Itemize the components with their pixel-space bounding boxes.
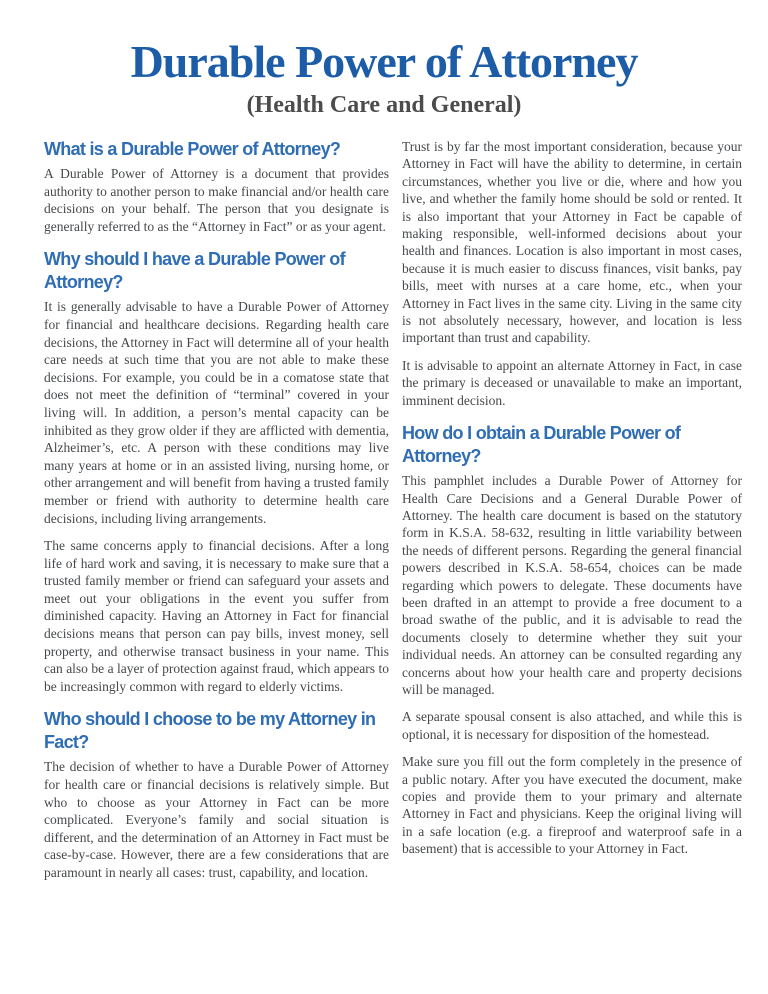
section-how-to-obtain [402, 422, 742, 858]
paragraph: The same concerns apply to financial decisions. After a long life of hard work and saving, it is necessary to make sure that a trusted family member or friend can safeguard your assets and meet out your obligations in the event you suffer from diminished capacity. Having an Attorney in Fact for financial decisions means that person can pay bills, invest money, sell property, and otherwise transact business in your name. This can also be a layer of protection against fraud, which appears to be increasingly common with regard to elderly victims. [44, 538, 389, 694]
paragraph: The decision of whether to have a Durable Power of Attorney for health care or financial decisions is relatively simple. But who to choose as your Attorney in Fact can be more complicated. Everyone’s family and social situation is different, and the determination of an Attorney in Fact must be case-by-case. However, there are a few considerations that are paramount in nearly all cases: trust, capability, and location. [44, 759, 389, 880]
two-column-body [44, 138, 742, 892]
column-right [402, 138, 742, 892]
column-left [44, 138, 389, 892]
page-title: Durable Power of Attorney [130, 36, 638, 87]
section-heading: Why should I have a Durable Power of Attorney? [44, 249, 345, 293]
paragraph: It is generally advisable to have a Durable Power of Attorney for financial and healthcare decisions. Regarding health care decisions, the Attorney in Fact will determine all of your health care needs at such time that you are not able to make these decisions. For example, you could be in a comatose state that does not meet the definition of “terminal” covered in your living will. In addition, a person’s mental capacity can be inhibited as they grow older if they are afflicted with dementia, Alzheimer’s, etc. A person with these conditions may live many years at home or in an assisted living, nursing home, or other arrangement and will benefit from having a trusted family member or friend with authority to determine health care decisions, including living arrangements. [44, 299, 389, 526]
paragraph: A separate spousal consent is also attached, and while this is optional, it is necessary for disposition of the homestead. [402, 709, 742, 742]
page-subtitle: (Health Care and General) [246, 92, 522, 118]
paragraph: It is advisable to appoint an alternate Attorney in Fact, in case the primary is deceased or unavailable to make an important, imminent decision. [402, 357, 742, 408]
paragraph: Trust is by far the most important consideration, because your Attorney in Fact will have the ability to determine, in certain circumstances, whether you live or die, where and how you live, and whether the family home should be sold or rented. It is also important that your Attorney in Fact be capable of making responsible, well-informed decisions about your health and finances. Location is also important in most cases, because it is much easier to discuss finances, visit banks, pay bills, meet with nurses at a care home, etc., when your Attorney in Fact lives in the same city. Living in the same city is not absolutely necessary, however, and location is less important than trust and capability. [402, 139, 742, 346]
document-header [0, 36, 768, 120]
paragraph: Make sure you fill out the form completely in the presence of a public notary. After you have executed the document, make copies and provide them to your primary and alternate Attorney in Fact and physicians. Keep the original living will in a safe location (e.g. a fireproof and waterproof safe in a basement) that is accessible to your Attorney in Fact. [402, 754, 742, 857]
paragraph: This pamphlet includes a Durable Power of Attorney for Health Care Decisions and a General Durable Power of Attorney. The health care document is based on the statutory form in K.S.A. 58-632, resulting in little variability between the needs of different persons. Regarding the general financial powers described in K.S.A. 58-654, choices can be made regarding which powers to delegate. These documents have been drafted in an attempt to provide a free document to a broad swathe of the public, and it is advisable to read the documents closely to determine whether they suit your individual needs. An attorney can be consulted regarding any concerns about how your health care and property decisions will be managed. [402, 473, 742, 697]
section-who-to-choose [44, 708, 389, 881]
section-heading: How do I obtain a Durable Power of Attorney? [402, 423, 681, 467]
section-what-is-dpoa [44, 138, 389, 235]
section-heading: Who should I choose to be my Attorney in Fact? [44, 709, 376, 753]
section-who-to-choose-continued [402, 138, 742, 409]
section-heading: What is a Durable Power of Attorney? [44, 139, 341, 159]
paragraph: A Durable Power of Attorney is a document that provides authority to another person to make financial and/or health care decisions on your behalf. The person that you designate is generally referred to as the “Attorney in Fact” or as your agent. [44, 166, 389, 234]
section-why-have-dpoa [44, 248, 389, 695]
